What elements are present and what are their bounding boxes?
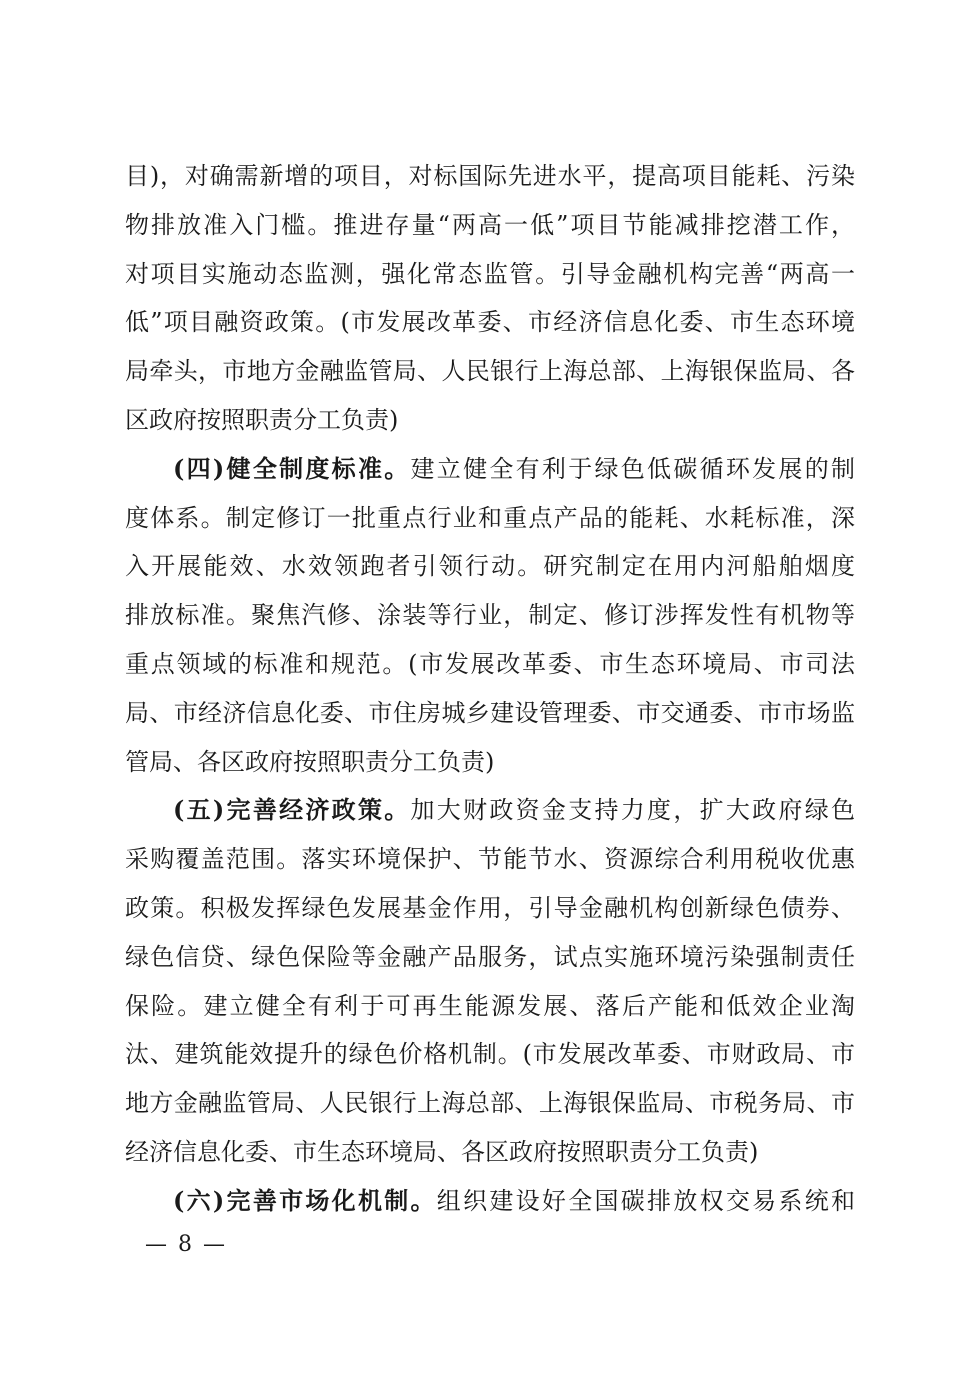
text-run: 加大财政资金支持力度，扩大政府绿色: [410, 796, 855, 825]
text-line: 重点领域的标准和规范。(市发展改革委、市生态环境局、市司法: [125, 649, 855, 678]
text-line: 地方金融监管局、人民银行上海总部、上海银保监局、市税务局、市: [125, 1089, 855, 1118]
text-line: 排放标准。聚焦汽修、涂装等行业，制定、修订涉挥发性有机物等: [125, 601, 855, 630]
text-line: 局牵头，市地方金融监管局、人民银行上海总部、上海银保监局、各: [125, 357, 855, 386]
text-line: 低”项目融资政策。(市发展改革委、市经济信息化委、市生态环境: [125, 308, 855, 337]
page-number: — 8 —: [145, 1232, 227, 1257]
section-heading: (五)完善经济政策。: [173, 795, 411, 825]
text-run: 建立健全有利于绿色低碳循环发展的制: [410, 454, 855, 483]
text-line: [125, 445, 855, 494]
paragraph-4: [125, 445, 855, 787]
paragraph-continuation: [125, 152, 855, 445]
text-line: 采购覆盖范围。落实环境保护、节能节水、资源综合利用税收优惠: [125, 845, 855, 874]
text-line: 绿色信贷、绿色保险等金融产品服务，试点实施环境污染强制责任: [125, 942, 855, 971]
text-line: 区政府按照职责分工负责): [125, 405, 399, 434]
text-run: 组织建设好全国碳排放权交易系统和: [436, 1186, 855, 1215]
text-line: [125, 1177, 855, 1226]
text-line: 度体系。制定修订一批重点行业和重点产品的能耗、水耗标准，深: [125, 503, 855, 532]
text-line: 管局、各区政府按照职责分工负责): [125, 747, 495, 776]
document-body: [125, 152, 855, 1226]
text-line: 入开展能效、水效领跑者引领行动。研究制定在用内河船舶烟度: [125, 552, 855, 581]
text-line: 经济信息化委、市生态环境局、各区政府按照职责分工负责): [125, 1137, 759, 1166]
text-line: 保险。建立健全有利于可再生能源发展、落后产能和低效企业淘: [125, 991, 855, 1020]
text-line: 物排放准入门槛。推进存量“两高一低”项目节能减排挖潜工作，: [125, 210, 855, 239]
text-line: 汰、建筑能效提升的绿色价格机制。(市发展改革委、市财政局、市: [125, 1040, 855, 1069]
text-line: 局、市经济信息化委、市住房城乡建设管理委、市交通委、市市场监: [125, 698, 855, 727]
text-line: 对项目实施动态监测，强化常态监管。引导金融机构完善“两高一: [125, 259, 855, 288]
text-line: [125, 786, 855, 835]
paragraph-5: [125, 786, 855, 1176]
paragraph-6: [125, 1177, 855, 1226]
text-line: 目)，对确需新增的项目，对标国际先进水平，提高项目能耗、污染: [125, 162, 855, 190]
section-heading: (四)健全制度标准。: [173, 453, 411, 483]
section-heading: (六)完善市场化机制。: [173, 1185, 437, 1215]
text-line: 政策。积极发挥绿色发展基金作用，引导金融机构创新绿色债券、: [125, 893, 855, 922]
